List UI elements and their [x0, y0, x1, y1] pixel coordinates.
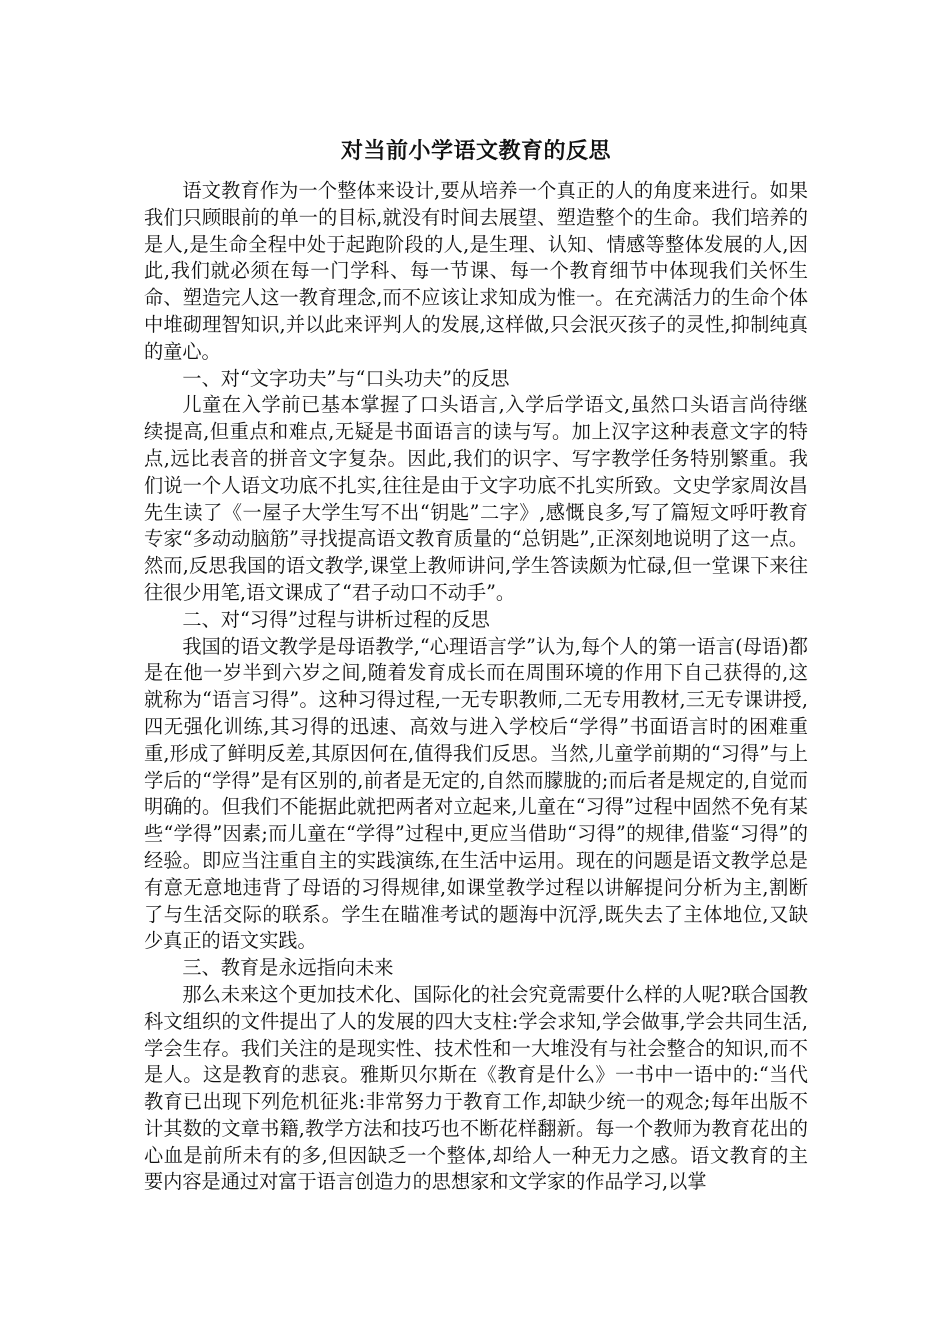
section-heading-2: 二、对“习得”过程与讲析过程的反思	[182, 607, 490, 631]
section-heading-1: 一、对“文字功夫”与“口头功夫”的反思	[182, 366, 510, 390]
paragraph-intro: 语文教育作为一个整体来设计,要从培养一个真正的人的角度来进行。如果我们只顾眼前的单一的目标,就没有时间去展望、塑造整个的生命。我们培养的是人,是生命全程中处于起跑阶段的人,是生理、认知、情感等整体发展的人,因此,我们就必须在每一门学科、每一节课、每一个教育细节中体现我们关怀生命、塑造完人这一教育理念,而不应该让求知成为惟一。在充满活力的生命个体中堆砌理智知识,并以此来评判人的发展,这样做,只会泯灭孩子的灵性,抑制纯真的童心。	[144, 179, 808, 363]
paragraph-section-3: 那么未来这个更加技术化、国际化的社会究竟需要什么样的人呢?联合国教科文组织的文件提出了人的发展的四大支柱:学会求知,学会做事,学会共同生活,学会生存。我们关注的是现实性、技术性和一大堆没有与社会整合的知识,而不是人。这是教育的悲哀。雅斯贝尔斯在《教育是什么》一书中一语中的:“当代教育已出现下列危机征兆:非常努力于教育工作,却缺少统一的观念;每年出版不计其数的文章书籍,教学方法和技巧也不断花样翻新。每一个教师为教育花出的心血是前所未有的多,但因缺乏一个整体,却给人一种无力之感。语文教育的主要内容是通过对富于语言创造力的思想家和文学家的作品学习,以掌	[144, 982, 808, 1194]
paragraph-section-1: 儿童在入学前已基本掌握了口头语言,入学后学语文,虽然口头语言尚待继续提高,但重点和难点,无疑是书面语言的读与写。加上汉字这种表意文字的特点,远比表音的拼音文字复杂。因此,我们的识字、写字教学任务特别繁重。我们说一个人语文功底不扎实,往往是由于文字功底不扎实所致。文史学家周汝昌先生读了《一屋子大学生写不出“钥匙”二字》,感慨良多,写了篇短文呼吁教育专家“多动动脑筋”寻找提高语文教育质量的“总钥匙”,正深刻地说明了这一点。然而,反思我国的语文教学,课堂上教师讲问,学生答读颇为忙碌,但一堂课下来往往很少用笔,语文课成了“君子动口不动手”。	[144, 393, 808, 604]
document-title: 对当前小学语文教育的反思	[340, 138, 611, 164]
paragraph-section-2: 我国的语文教学是母语教学,“心理语言学”认为,每个人的第一语言(母语)都是在他一岁半到六岁之间,随着发育成长而在周围环境的作用下自己获得的,这就称为“语言习得”。这种习得过程,一无专职教师,二无专用教材,三无专课讲授,四无强化训练,其习得的迅速、高效与进入学校后“学得”书面语言时的困难重重,形成了鲜明反差,其原因何在,值得我们反思。当然,儿童学前期的“习得”与上学后的“学得”是有区别的,前者是无定的,自然而朦胧的;而后者是规定的,自觉而明确的。但我们不能据此就把两者对立起来,儿童在“习得”过程中固然不免有某些“学得”因素;而儿童在“学得”过程中,更应当借助“习得”的规律,借鉴“习得”的经验。即应当注重自主的实践演练,在生活中运用。现在的问题是语文教学总是有意无意地违背了母语的习得规律,如课堂教学过程以讲解提问分析为主,割断了与生活交际的联系。学生在瞄准考试的题海中沉浮,既失去了主体地位,又缺少真正的语文实践。	[144, 634, 808, 953]
section-heading-3: 三、教育是永远指向未来	[182, 956, 394, 980]
document-body	[144, 136, 808, 1196]
